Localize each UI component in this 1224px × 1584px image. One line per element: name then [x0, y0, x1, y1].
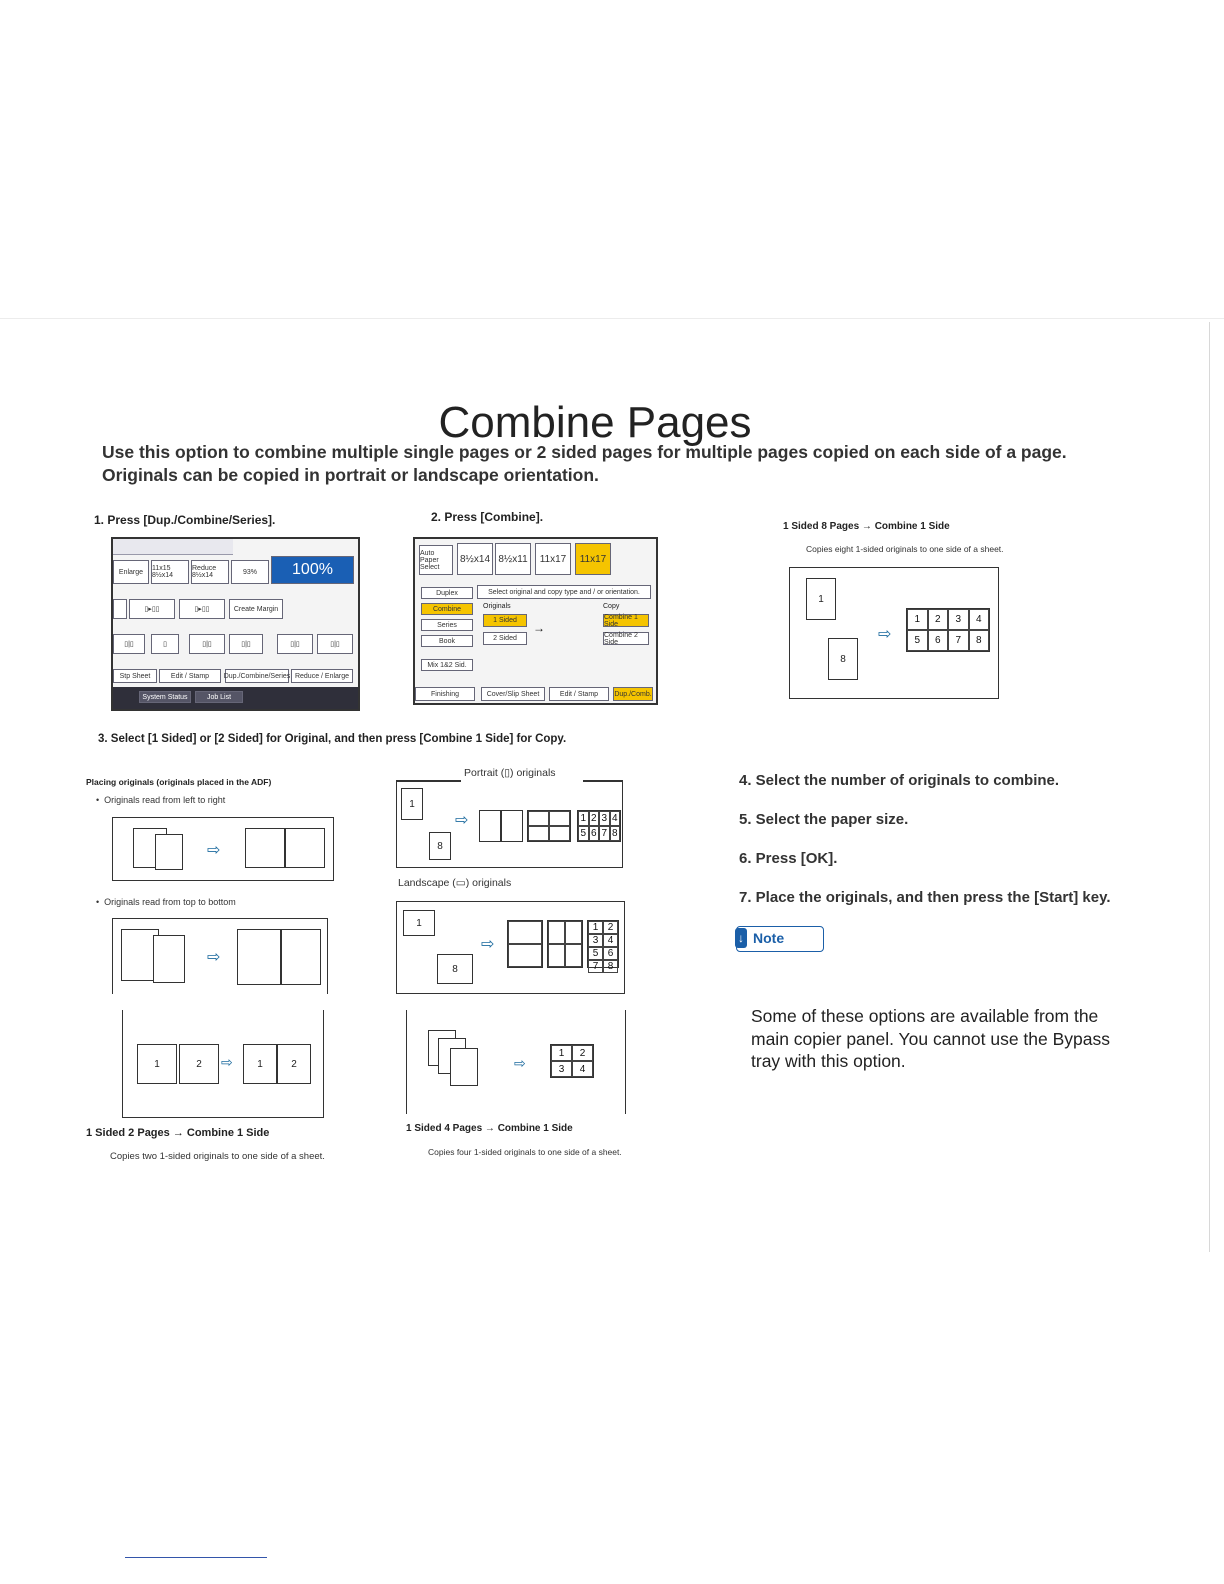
- note-icon: ↓: [735, 928, 747, 948]
- mix-sided-button[interactable]: Mix 1&2 Sid.: [421, 659, 473, 671]
- edit-stamp-tab[interactable]: Edit / Stamp: [159, 669, 221, 683]
- duplex-button[interactable]: Duplex: [421, 587, 473, 599]
- note-badge: [736, 926, 824, 952]
- step-3: 3. Select [1 Sided] or [2 Sided] for Original, and then press [Combine 1 Side] for Copy.: [98, 733, 567, 745]
- cell: 6: [928, 630, 949, 651]
- arrow-right-icon: ⇨: [514, 1055, 526, 1071]
- copier-panel-2: [413, 537, 658, 705]
- original-2-sided-button[interactable]: 2 Sided: [483, 632, 527, 645]
- bullet-left-right-text: Originals read from left to right: [104, 795, 226, 805]
- step-1: 1. Press [Dup./Combine/Series].: [94, 513, 276, 527]
- step-6: 6. Press [OK].: [739, 850, 838, 867]
- zoom-display: 100%: [271, 556, 354, 584]
- enlarge-button[interactable]: Enlarge: [113, 560, 149, 584]
- sample-2-title: 1 Sided 2 Pages → Combine 1 Side: [86, 1127, 270, 1139]
- step-5: 5. Select the paper size.: [739, 811, 909, 828]
- note-text: Some of these options are available from the main copier panel. You cannot use the Bypass tray with this option.: [751, 1006, 1110, 1071]
- sample-8-desc: Copies eight 1-sided originals to one side of a sheet.: [806, 544, 1004, 554]
- sample-8-title: 1 Sided 8 Pages → Combine 1 Side: [783, 521, 950, 532]
- stack-bottom-page: 8: [828, 638, 858, 680]
- create-margin-button[interactable]: Create Margin: [229, 599, 283, 619]
- bullet-left-right: • Originals read from left to right: [96, 795, 226, 805]
- step-7: 7. Place the originals, and then press the [Start] key.: [739, 889, 1111, 906]
- arrow-right-icon: ⇨: [481, 936, 495, 953]
- ratio-button-1[interactable]: 11x15 8½x14: [151, 560, 189, 584]
- copy-label: Copy: [603, 603, 620, 610]
- copy-mode-6[interactable]: ▯|▯: [317, 634, 353, 654]
- arrow-right-icon: →: [533, 621, 545, 635]
- job-list-button[interactable]: Job List: [195, 691, 243, 703]
- original-1-sided-button[interactable]: 1 Sided: [483, 614, 527, 627]
- result-grid-8: [906, 608, 990, 652]
- arrow-right-icon: ⇨: [878, 626, 892, 643]
- sample-2-figure: 1 2 ⇨ 1 2: [122, 1010, 324, 1118]
- edit-stamp-tab-2[interactable]: Edit / Stamp: [549, 687, 609, 701]
- tray-3-button[interactable]: 11x17: [535, 543, 571, 575]
- bullet-top-bottom-text: Originals read from top to bottom: [104, 897, 236, 907]
- copy-mode-2[interactable]: ▯: [151, 634, 179, 654]
- combine-2-option[interactable]: ▯▸▯▯: [129, 599, 175, 619]
- copy-mode-3[interactable]: ▯|▯: [189, 634, 225, 654]
- copy-mode-1[interactable]: ▯|▯: [113, 634, 145, 654]
- landscape-label: Landscape (▭) originals: [398, 877, 512, 889]
- instruction-text: Select original and copy type and / or orientation.: [477, 585, 651, 599]
- copy-mode-5[interactable]: ▯|▯: [277, 634, 313, 654]
- intro-text: Use this option to combine multiple single pages or 2 sided pages for multiple pages copied on each side of a page. Originals can be copied in portrait or landscape orientation.: [102, 442, 1067, 485]
- sample-4-figure: [428, 1030, 508, 1090]
- ratio-button-3[interactable]: 93%: [231, 560, 269, 584]
- combine-button[interactable]: Combine: [421, 603, 473, 615]
- left-right-figure: [112, 817, 334, 881]
- cell: 3: [948, 609, 969, 630]
- sample-4-desc: Copies four 1-sided originals to one side of a sheet.: [428, 1147, 622, 1157]
- copier-panel-1: [111, 537, 360, 711]
- sample-4-title: 1 Sided 4 Pages → Combine 1 Side: [406, 1123, 573, 1134]
- reduce-enlarge-tab[interactable]: Reduce / Enlarge: [291, 669, 353, 683]
- copy-mode-4[interactable]: ▯|▯: [229, 634, 263, 654]
- book-button[interactable]: Book: [421, 635, 473, 647]
- footer-line: [125, 1557, 267, 1558]
- note-label: Note: [753, 930, 785, 946]
- landscape-figure: 1 8 ⇨ 1 2 3 4 5 6 7 8: [396, 901, 625, 994]
- ratio-button-2[interactable]: Reduce 8½x14: [191, 560, 229, 584]
- landscape-grid: 1 2 3 4 5 6 7 8: [587, 920, 619, 968]
- stack-top-page: 1: [806, 578, 836, 620]
- arrow-right-icon: ⇨: [455, 812, 469, 829]
- page-title: Combine Pages: [438, 398, 752, 447]
- portrait-grid: 1 2 3 4 5 6 7 8: [577, 810, 621, 842]
- top-bottom-figure: [112, 918, 328, 994]
- sample-8-figure: [789, 567, 999, 699]
- cell: 5: [907, 630, 928, 651]
- top-divider: [0, 318, 1224, 319]
- arrow-right-icon: ⇨: [207, 949, 221, 966]
- arrow-right-icon: ⇨: [207, 842, 221, 859]
- portrait-figure: 1 8 ⇨ 1 2 3 4 5 6 7 8: [396, 780, 623, 868]
- cell: 1: [907, 609, 928, 630]
- placing-heading: Placing originals (originals placed in the ADF): [86, 777, 272, 787]
- result-grid-4: 1 2 3 4: [550, 1044, 594, 1078]
- bullet-top-bottom: • Originals read from top to bottom: [96, 897, 236, 907]
- series-button[interactable]: Series: [421, 619, 473, 631]
- cell: 7: [948, 630, 969, 651]
- combine-4-option[interactable]: ▯▸▯▯: [179, 599, 225, 619]
- slip-sheet-tab[interactable]: Stp Sheet: [113, 669, 157, 683]
- portrait-label: Portrait (▯) originals: [464, 767, 556, 779]
- right-divider: [1209, 322, 1210, 1252]
- step-4: 4. Select the number of originals to combine.: [739, 772, 1060, 789]
- tray-1-button[interactable]: 8½x14: [457, 543, 493, 575]
- system-status-button[interactable]: System Status: [139, 691, 191, 703]
- cell: 2: [928, 609, 949, 630]
- cell: 8: [969, 630, 990, 651]
- combine-2-side-button[interactable]: Combine 2 Side: [603, 632, 649, 645]
- originals-label: Originals: [483, 603, 511, 610]
- finishing-tab[interactable]: Finishing: [415, 687, 475, 701]
- tray-2-button[interactable]: 8½x11: [495, 543, 531, 575]
- tray-4-button[interactable]: 11x17: [575, 543, 611, 575]
- cell: 4: [969, 609, 990, 630]
- combine-1-side-button[interactable]: Combine 1 Side: [603, 614, 649, 627]
- auto-paper-select-button[interactable]: Auto Paper Select: [419, 545, 453, 575]
- step-2: 2. Press [Combine].: [431, 510, 544, 524]
- dup-combine-series-tab[interactable]: Dup./Combine/Series: [225, 669, 289, 683]
- dup-comb-tab[interactable]: Dup./Comb.: [613, 687, 653, 701]
- arrow-right-icon: ⇨: [221, 1054, 233, 1070]
- cover-slip-tab[interactable]: Cover/Slip Sheet: [481, 687, 545, 701]
- sample-2-desc: Copies two 1-sided originals to one side of a sheet.: [110, 1151, 325, 1162]
